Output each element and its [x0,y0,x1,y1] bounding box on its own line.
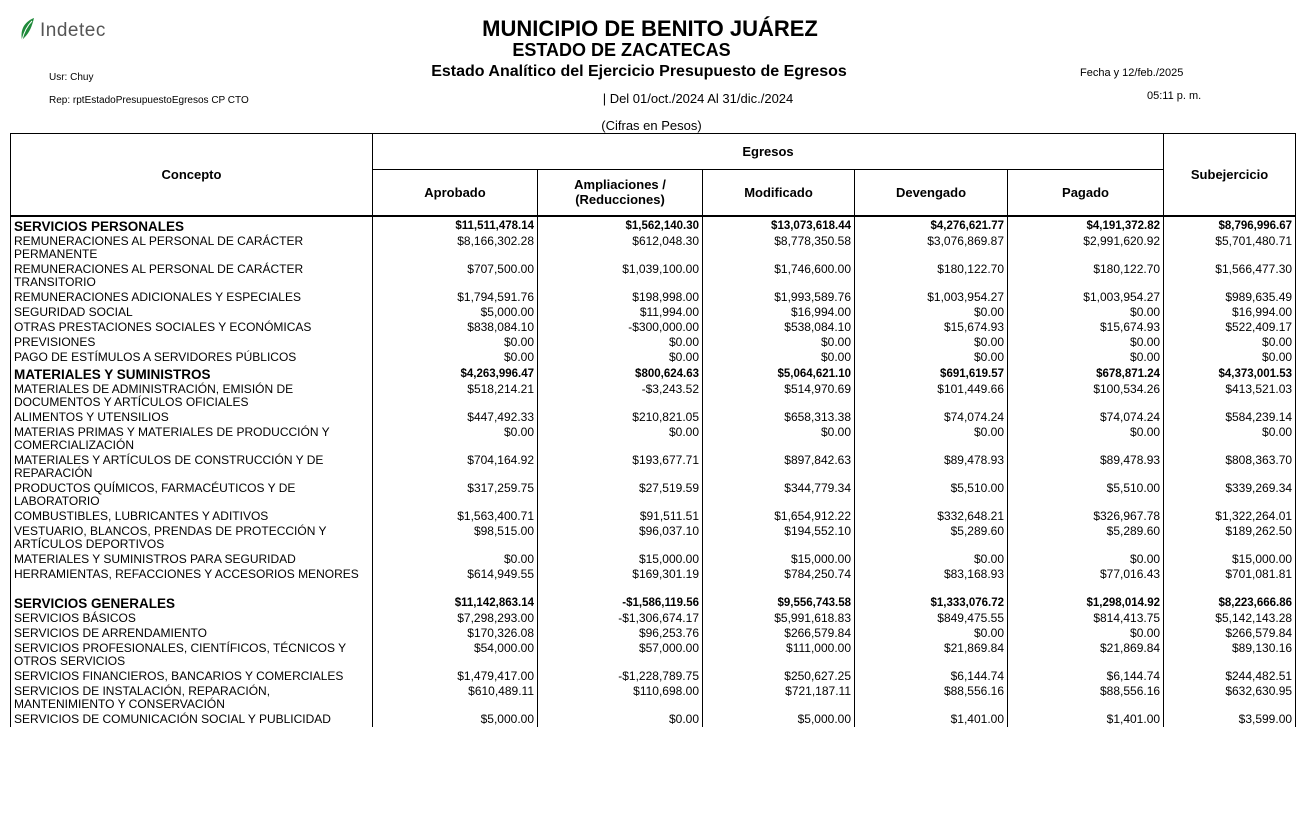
modificado-cell: $0.00 [703,350,855,365]
pagado-cell: $678,871.24 [1008,365,1164,382]
pagado-cell: $89,478.93 [1008,453,1164,481]
ampliaciones-cell: $0.00 [538,335,703,350]
aprobado-cell: $1,479,417.00 [373,669,538,684]
table-row [11,262,1296,290]
table-row [11,234,1296,262]
aprobado-cell: $0.00 [373,350,538,365]
header-subejercicio: Subejercicio [1164,134,1296,216]
table-row [11,410,1296,425]
pagado-cell: $0.00 [1008,305,1164,320]
concepto-cell: SERVICIOS GENERALES [11,594,373,611]
table-row [11,626,1296,641]
table-row [11,669,1296,684]
pagado-cell: $74,074.24 [1008,410,1164,425]
modificado-cell: $721,187.11 [703,684,855,712]
modificado-cell: $784,250.74 [703,567,855,582]
modificado-cell: $344,779.34 [703,481,855,509]
aprobado-cell: $707,500.00 [373,262,538,290]
subejercicio-cell: $89,130.16 [1164,641,1296,669]
modificado-cell: $9,556,743.58 [703,594,855,611]
header-concepto: Concepto [11,134,373,216]
group-row [11,216,1296,234]
concepto-cell: SERVICIOS DE ARRENDAMIENTO [11,626,373,641]
devengado-cell: $1,333,076.72 [855,594,1008,611]
modificado-cell: $194,552.10 [703,524,855,552]
concepto-cell: MATERIALES Y SUMINISTROS PARA SEGURIDAD [11,552,373,567]
table-row [11,509,1296,524]
title-estado: ESTADO DE ZACATECAS [512,40,731,60]
spacer-cell [1008,582,1164,594]
pagado-cell: $6,144.74 [1008,669,1164,684]
devengado-cell: $849,475.55 [855,611,1008,626]
table-row [11,712,1296,727]
concepto-cell: PRODUCTOS QUÍMICOS, FARMACÉUTICOS Y DE LABORATORIO [11,481,373,509]
concepto-cell: REMUNERACIONES AL PERSONAL DE CARÁCTER PERMANENTE [11,234,373,262]
concepto-cell: SERVICIOS PROFESIONALES, CIENTÍFICOS, TÉCNICOS Y OTROS SERVICIOS [11,641,373,669]
aprobado-cell: $0.00 [373,335,538,350]
aprobado-cell: $54,000.00 [373,641,538,669]
devengado-cell: $5,510.00 [855,481,1008,509]
pagado-cell: $0.00 [1008,552,1164,567]
aprobado-cell: $838,084.10 [373,320,538,335]
aprobado-cell: $11,511,478.14 [373,216,538,234]
ampliaciones-cell: $96,037.10 [538,524,703,552]
modificado-cell: $658,313.38 [703,410,855,425]
subejercicio-cell: $189,262.50 [1164,524,1296,552]
aprobado-cell: $8,166,302.28 [373,234,538,262]
subejercicio-cell: $266,579.84 [1164,626,1296,641]
ampliaciones-cell: -$3,243.52 [538,382,703,410]
modificado-cell: $16,994.00 [703,305,855,320]
devengado-cell: $3,076,869.87 [855,234,1008,262]
subejercicio-cell: $8,223,666.86 [1164,594,1296,611]
aprobado-cell: $610,489.11 [373,684,538,712]
concepto-cell: SERVICIOS PERSONALES [11,216,373,234]
concepto-cell: SERVICIOS DE INSTALACIÓN, REPARACIÓN, MANTENIMIENTO Y CONSERVACIÓN [11,684,373,712]
logo-text: Indetec [40,20,106,41]
ampliaciones-cell: -$1,586,119.56 [538,594,703,611]
pagado-cell: $88,556.16 [1008,684,1164,712]
ampliaciones-cell: $110,698.00 [538,684,703,712]
subejercicio-cell: $0.00 [1164,425,1296,453]
devengado-cell: $0.00 [855,626,1008,641]
ampliaciones-cell: $612,048.30 [538,234,703,262]
ampliaciones-cell: $15,000.00 [538,552,703,567]
spacer-cell [703,582,855,594]
table-row [11,382,1296,410]
ampliaciones-cell: -$300,000.00 [538,320,703,335]
table-row [11,425,1296,453]
pagado-cell: $77,016.43 [1008,567,1164,582]
ampliaciones-cell: $96,253.76 [538,626,703,641]
devengado-cell: $0.00 [855,350,1008,365]
devengado-cell: $5,289.60 [855,524,1008,552]
concepto-cell: COMBUSTIBLES, LUBRICANTES Y ADITIVOS [11,509,373,524]
concepto-cell: SERVICIOS BÁSICOS [11,611,373,626]
aprobado-cell: $0.00 [373,425,538,453]
pagado-cell: $0.00 [1008,335,1164,350]
table-row [11,611,1296,626]
aprobado-cell: $704,164.92 [373,453,538,481]
header-pagado: Pagado [1008,170,1164,216]
modificado-cell: $250,627.25 [703,669,855,684]
aprobado-cell: $170,326.08 [373,626,538,641]
devengado-cell: $21,869.84 [855,641,1008,669]
aprobado-cell: $11,142,863.14 [373,594,538,611]
concepto-cell: VESTUARIO, BLANCOS, PRENDAS DE PROTECCIÓN Y ARTÍCULOS DEPORTIVOS [11,524,373,552]
devengado-cell: $332,648.21 [855,509,1008,524]
pagado-cell: $1,298,014.92 [1008,594,1164,611]
ampliaciones-cell: $169,301.19 [538,567,703,582]
ampliaciones-cell: $1,562,140.30 [538,216,703,234]
table-row [11,453,1296,481]
modificado-cell: $0.00 [703,425,855,453]
pagado-cell: $1,003,954.27 [1008,290,1164,305]
header-ampliaciones: Ampliaciones / (Reducciones) [538,170,703,216]
modificado-cell: $5,991,618.83 [703,611,855,626]
modificado-cell: $15,000.00 [703,552,855,567]
pagado-cell: $180,122.70 [1008,262,1164,290]
ampliaciones-cell: $198,998.00 [538,290,703,305]
devengado-cell: $74,074.24 [855,410,1008,425]
devengado-cell: $88,556.16 [855,684,1008,712]
subejercicio-cell: $8,796,996.67 [1164,216,1296,234]
subejercicio-cell: $4,373,001.53 [1164,365,1296,382]
spacer-cell [538,582,703,594]
pagado-cell: $0.00 [1008,626,1164,641]
pagado-cell: $0.00 [1008,350,1164,365]
modificado-cell: $0.00 [703,335,855,350]
table-row [11,567,1296,582]
subejercicio-cell: $244,482.51 [1164,669,1296,684]
subejercicio-cell: $989,635.49 [1164,290,1296,305]
devengado-cell: $1,003,954.27 [855,290,1008,305]
devengado-cell: $180,122.70 [855,262,1008,290]
report-period: | Del 01/oct./2024 Al 31/dic./2024 [602,91,794,106]
devengado-cell: $691,619.57 [855,365,1008,382]
aprobado-cell: $7,298,293.00 [373,611,538,626]
concepto-cell: REMUNERACIONES ADICIONALES Y ESPECIALES [11,290,373,305]
subejercicio-cell: $632,630.95 [1164,684,1296,712]
aprobado-cell: $1,563,400.71 [373,509,538,524]
ampliaciones-cell: $27,519.59 [538,481,703,509]
devengado-cell: $6,144.74 [855,669,1008,684]
ampliaciones-cell: -$1,228,789.75 [538,669,703,684]
aprobado-cell: $518,214.21 [373,382,538,410]
aprobado-cell: $1,794,591.76 [373,290,538,305]
subejercicio-cell: $1,322,264.01 [1164,509,1296,524]
fecha-label: Fecha y 12/feb./2025 [1080,67,1184,79]
modificado-cell: $13,073,618.44 [703,216,855,234]
pagado-cell: $5,510.00 [1008,481,1164,509]
modificado-cell: $5,000.00 [703,712,855,727]
devengado-cell: $0.00 [855,305,1008,320]
pagado-cell: $21,869.84 [1008,641,1164,669]
modificado-cell: $1,654,912.22 [703,509,855,524]
pagado-cell: $326,967.78 [1008,509,1164,524]
aprobado-cell: $0.00 [373,552,538,567]
table-row [11,524,1296,552]
modificado-cell: $538,084.10 [703,320,855,335]
aprobado-cell: $4,263,996.47 [373,365,538,382]
subejercicio-cell: $5,701,480.71 [1164,234,1296,262]
table-row [11,481,1296,509]
subejercicio-cell: $339,269.34 [1164,481,1296,509]
devengado-cell: $1,401.00 [855,712,1008,727]
group-row [11,365,1296,382]
header-aprobado: Aprobado [373,170,538,216]
subejercicio-cell: $701,081.81 [1164,567,1296,582]
subejercicio-cell: $0.00 [1164,335,1296,350]
table-row [11,320,1296,335]
group-row [11,594,1296,611]
concepto-cell: SEGURIDAD SOCIAL [11,305,373,320]
aprobado-cell: $317,259.75 [373,481,538,509]
subejercicio-cell: $15,000.00 [1164,552,1296,567]
spacer-cell [855,582,1008,594]
subejercicio-cell: $16,994.00 [1164,305,1296,320]
subejercicio-cell: $3,599.00 [1164,712,1296,727]
spacer-cell [373,582,538,594]
devengado-cell: $4,276,621.77 [855,216,1008,234]
table-row [11,552,1296,567]
concepto-cell: MATERIAS PRIMAS Y MATERIALES DE PRODUCCIÓN Y COMERCIALIZACIÓN [11,425,373,453]
spacer-cell [1164,582,1296,594]
subejercicio-cell: $0.00 [1164,350,1296,365]
devengado-cell: $0.00 [855,552,1008,567]
modificado-cell: $8,778,350.58 [703,234,855,262]
modificado-cell: $1,993,589.76 [703,290,855,305]
table-row [11,305,1296,320]
spacer-cell [11,582,373,594]
ampliaciones-cell: $210,821.05 [538,410,703,425]
concepto-cell: MATERIALES Y ARTÍCULOS DE CONSTRUCCIÓN Y DE REPARACIÓN [11,453,373,481]
subejercicio-cell: $808,363.70 [1164,453,1296,481]
concepto-cell: MATERIALES Y SUMINISTROS [11,365,373,382]
modificado-cell: $514,970.69 [703,382,855,410]
pagado-cell: $0.00 [1008,425,1164,453]
aprobado-cell: $5,000.00 [373,305,538,320]
devengado-cell: $0.00 [855,335,1008,350]
aprobado-cell: $447,492.33 [373,410,538,425]
pagado-cell: $5,289.60 [1008,524,1164,552]
modificado-cell: $111,000.00 [703,641,855,669]
devengado-cell: $89,478.93 [855,453,1008,481]
pagado-cell: $100,534.26 [1008,382,1164,410]
title-municipio: MUNICIPIO DE BENITO JUÁREZ [482,16,818,41]
concepto-cell: REMUNERACIONES AL PERSONAL DE CARÁCTER TRANSITORIO [11,262,373,290]
ampliaciones-cell: $0.00 [538,712,703,727]
concepto-cell: MATERIALES DE ADMINISTRACIÓN, EMISIÓN DE DOCUMENTOS Y ARTÍCULOS OFICIALES [11,382,373,410]
table-row [11,350,1296,365]
header-egresos: Egresos [373,134,1164,170]
modificado-cell: $897,842.63 [703,453,855,481]
subejercicio-cell: $413,521.03 [1164,382,1296,410]
concepto-cell: ALIMENTOS Y UTENSILIOS [11,410,373,425]
table-row [11,641,1296,669]
header-devengado: Devengado [855,170,1008,216]
table-body [11,216,1296,727]
cifras-note: (Cifras en Pesos) [601,118,702,133]
concepto-cell: SERVICIOS FINANCIEROS, BANCARIOS Y COMERCIALES [11,669,373,684]
devengado-cell: $83,168.93 [855,567,1008,582]
budget-table [10,133,1296,727]
table-row [11,290,1296,305]
concepto-cell: OTRAS PRESTACIONES SOCIALES Y ECONÓMICAS [11,320,373,335]
aprobado-cell: $614,949.55 [373,567,538,582]
ampliaciones-cell: $57,000.00 [538,641,703,669]
ampliaciones-cell: $1,039,100.00 [538,262,703,290]
subejercicio-cell: $5,142,143.28 [1164,611,1296,626]
subejercicio-cell: $522,409.17 [1164,320,1296,335]
hora-label: 05:11 p. m. [1147,90,1202,102]
usuario-label: Usr: Chuy [49,72,94,83]
pagado-cell: $814,413.75 [1008,611,1164,626]
concepto-cell: HERRAMIENTAS, REFACCIONES Y ACCESORIOS MENORES [11,567,373,582]
spacer-row [11,582,1296,594]
subejercicio-cell: $584,239.14 [1164,410,1296,425]
aprobado-cell: $98,515.00 [373,524,538,552]
devengado-cell: $101,449.66 [855,382,1008,410]
pagado-cell: $15,674.93 [1008,320,1164,335]
concepto-cell: SERVICIOS DE COMUNICACIÓN SOCIAL Y PUBLICIDAD [11,712,373,727]
modificado-cell: $266,579.84 [703,626,855,641]
ampliaciones-cell: -$1,306,674.17 [538,611,703,626]
table-row [11,335,1296,350]
ampliaciones-cell: $0.00 [538,425,703,453]
ampliaciones-cell: $91,511.51 [538,509,703,524]
ampliaciones-cell: $193,677.71 [538,453,703,481]
concepto-cell: PAGO DE ESTÍMULOS A SERVIDORES PÚBLICOS [11,350,373,365]
pagado-cell: $1,401.00 [1008,712,1164,727]
modificado-cell: $5,064,621.10 [703,365,855,382]
ampliaciones-cell: $11,994.00 [538,305,703,320]
subejercicio-cell: $1,566,477.30 [1164,262,1296,290]
modificado-cell: $1,746,600.00 [703,262,855,290]
title-reporte: Estado Analítico del Ejercicio Presupuesto de Egresos [431,63,847,80]
pagado-cell: $2,991,620.92 [1008,234,1164,262]
table-row [11,684,1296,712]
reporte-id-label: Rep: rptEstadoPresupuestoEgresos CP CTO [49,95,249,106]
devengado-cell: $15,674.93 [855,320,1008,335]
pagado-cell: $4,191,372.82 [1008,216,1164,234]
devengado-cell: $0.00 [855,425,1008,453]
header-modificado: Modificado [703,170,855,216]
concepto-cell: PREVISIONES [11,335,373,350]
ampliaciones-cell: $0.00 [538,350,703,365]
ampliaciones-cell: $800,624.63 [538,365,703,382]
aprobado-cell: $5,000.00 [373,712,538,727]
